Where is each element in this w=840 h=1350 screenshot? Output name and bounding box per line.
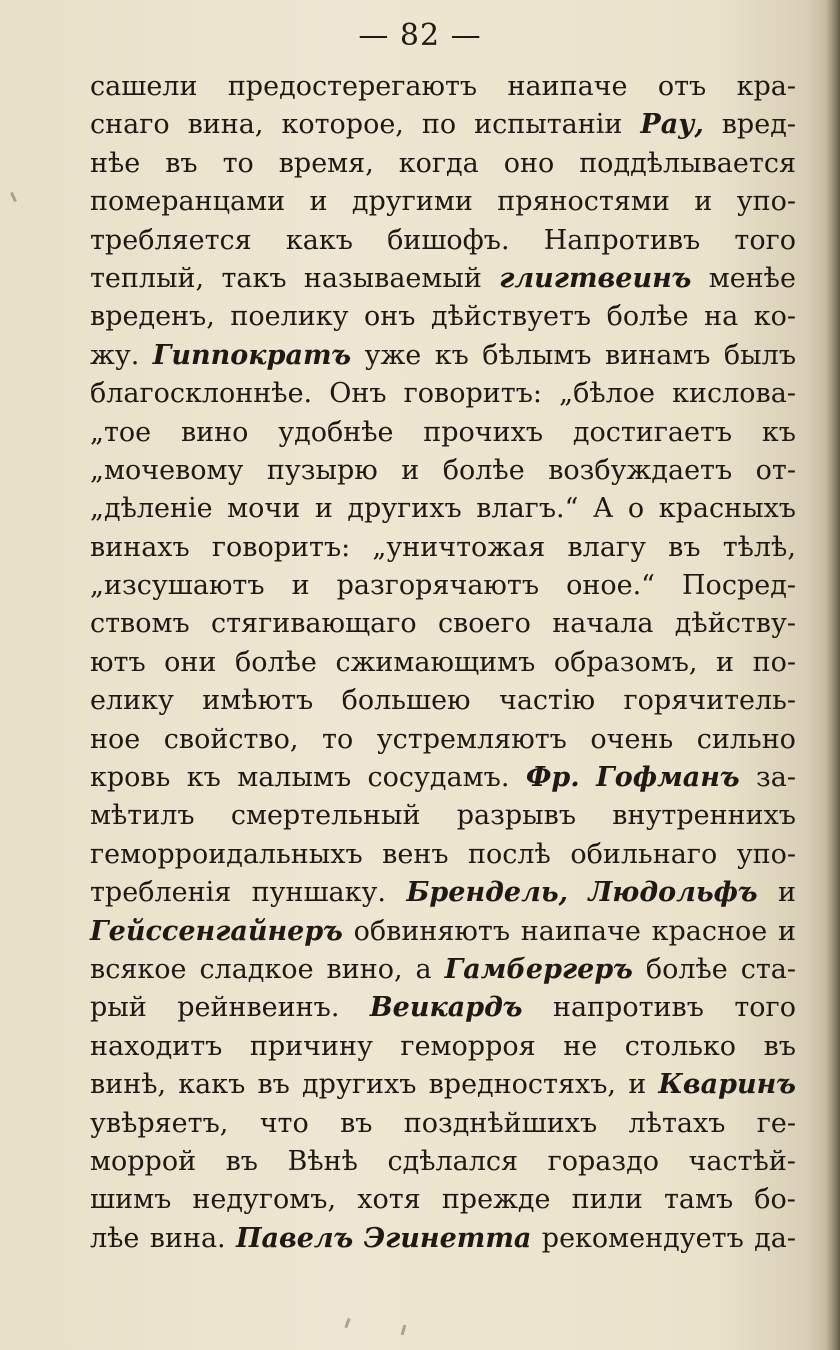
word: вина, — [187, 109, 264, 141]
text-line — [90, 106, 796, 144]
word: уже — [364, 339, 422, 371]
word: обвиняютъ — [353, 915, 511, 947]
word: то — [222, 147, 254, 179]
word: дѣйству- — [674, 608, 796, 640]
word: по- — [752, 646, 796, 678]
text-line — [90, 567, 796, 605]
word: время, — [278, 147, 374, 179]
word: къ — [186, 762, 221, 794]
word: болѣе — [645, 953, 728, 985]
word: да- — [754, 1222, 796, 1254]
word: своего — [437, 608, 531, 640]
word: и — [694, 186, 713, 218]
word: и — [777, 915, 796, 947]
word: упо- — [736, 838, 796, 870]
word: въ — [165, 147, 198, 179]
word: упо- — [736, 186, 796, 218]
text-line — [90, 605, 796, 643]
word: хотя — [357, 1184, 421, 1216]
word: находитъ — [90, 1030, 223, 1062]
text-line — [90, 951, 796, 989]
word: болѣе — [442, 454, 525, 486]
word: пряностями — [497, 186, 670, 218]
word: напротивъ — [552, 992, 704, 1024]
word: другими — [351, 186, 473, 218]
word: прочихъ — [423, 416, 544, 448]
word: „мочевому — [90, 454, 244, 486]
word: и — [778, 877, 796, 909]
word: и — [309, 186, 328, 218]
word: стягивающаго — [211, 608, 417, 640]
word: рейнвеинъ. — [177, 992, 340, 1024]
word: того — [734, 992, 796, 1024]
word: рекомендуетъ — [541, 1222, 744, 1254]
word: кровь — [90, 762, 171, 794]
word: частію — [498, 685, 596, 717]
word: бѣлымъ — [482, 339, 592, 371]
text-line — [90, 337, 796, 375]
word: рый — [90, 992, 147, 1024]
word: былъ — [723, 339, 796, 371]
word: онъ — [364, 301, 416, 333]
word: „бѣлое — [559, 378, 656, 410]
word: разрывъ — [456, 800, 577, 832]
word: позднѣйшихъ — [403, 1107, 598, 1139]
text-line — [90, 298, 796, 336]
word: начала — [552, 608, 654, 640]
text-line — [90, 797, 796, 835]
word: теплый, — [90, 262, 205, 294]
text-line — [90, 1028, 796, 1066]
word: влагу — [567, 531, 646, 563]
word: ге- — [756, 1107, 796, 1139]
text-line — [90, 874, 796, 912]
text-line — [90, 68, 796, 106]
word: и — [291, 570, 310, 602]
word: ное — [90, 723, 141, 755]
word: нѣе — [90, 147, 141, 179]
word: мѣтилъ — [90, 800, 195, 832]
word: Онъ — [329, 378, 387, 410]
word: столько — [624, 1030, 737, 1062]
word: испытаніи — [474, 109, 623, 141]
word: большею — [341, 685, 471, 717]
text-line — [90, 145, 796, 183]
italic-name: Эгинетта — [363, 1222, 532, 1254]
word: въ — [668, 531, 701, 563]
text-line — [90, 222, 796, 260]
word: болѣе — [234, 646, 317, 678]
word: шимъ — [90, 1184, 172, 1216]
word: всякое — [90, 953, 187, 985]
word: вреденъ, — [90, 301, 215, 333]
word: и — [401, 454, 420, 486]
text-line — [90, 1066, 796, 1104]
italic-name: Веикардъ — [369, 992, 523, 1024]
word: дѣйствуетъ — [430, 301, 592, 333]
page-number-header: — 82 — — [358, 18, 482, 53]
italic-name: глигтвеинъ — [499, 262, 692, 294]
text-line — [90, 452, 796, 490]
word: елику — [90, 685, 174, 717]
word: возбуждаетъ — [548, 454, 733, 486]
word: „изсушаютъ — [90, 570, 265, 602]
word: отъ — [657, 71, 707, 102]
word: тамъ — [663, 1184, 734, 1216]
word: какъ — [285, 224, 353, 256]
word: причину — [249, 1030, 373, 1062]
word: называемый — [303, 262, 482, 294]
word: сильно — [696, 723, 796, 755]
word: ко- — [753, 301, 796, 333]
word: и — [716, 646, 735, 678]
word: свойство, — [163, 723, 299, 755]
word: такъ — [221, 262, 287, 294]
word: и — [628, 1069, 647, 1101]
word: удобнѣе — [278, 416, 394, 448]
text-line — [90, 1143, 796, 1181]
word: наипаче — [520, 915, 641, 947]
word: тѣлѣ, — [722, 531, 796, 563]
text-line — [90, 721, 796, 759]
word: сашели — [90, 71, 198, 102]
word: пузырю — [266, 454, 378, 486]
word: малымъ — [237, 762, 352, 794]
word: устремляютъ — [376, 723, 567, 755]
word: вредностяхъ, — [428, 1069, 616, 1101]
word: кислова- — [672, 378, 796, 410]
italic-name: Гиппократъ — [152, 339, 352, 371]
word: мочи — [227, 493, 301, 525]
word: разгорячаютъ — [336, 570, 540, 602]
word: требленія — [90, 877, 232, 909]
word: образомъ, — [553, 646, 698, 678]
word: какъ — [178, 1069, 246, 1101]
word: „дѣленіе — [90, 493, 213, 525]
word: вина. — [149, 1222, 226, 1254]
word: от- — [755, 454, 796, 486]
word: бишофъ. — [387, 224, 510, 256]
word: винѣ, — [90, 1069, 167, 1101]
word: а — [415, 953, 432, 985]
text-line — [90, 414, 796, 452]
italic-name: Гамбергеръ — [444, 953, 633, 985]
word: ствомъ — [90, 608, 190, 640]
word: ста- — [740, 953, 796, 985]
word: „тое — [90, 416, 152, 448]
text-line — [90, 260, 796, 298]
word: лѣтахъ — [628, 1107, 726, 1139]
text-line — [90, 490, 796, 528]
word: по — [421, 109, 457, 141]
word: недугомъ, — [192, 1184, 337, 1216]
word: достигаетъ — [572, 416, 733, 448]
word: прежде — [441, 1184, 551, 1216]
word: предостерегаютъ — [227, 71, 478, 102]
word: влагъ.“ — [476, 493, 579, 525]
word: вино, — [326, 953, 403, 985]
word: когда — [398, 147, 479, 179]
word: смертельный — [230, 800, 421, 832]
word: они — [164, 646, 217, 678]
italic-name: Кваринъ — [658, 1069, 796, 1101]
word: обильнаго — [570, 838, 718, 870]
text-line — [90, 1220, 796, 1258]
italic-name: Фр. — [525, 762, 580, 794]
word: сладкое — [199, 953, 314, 985]
word: въ — [763, 1030, 796, 1062]
word: геморроя — [400, 1030, 536, 1062]
italic-name: Гейссенгайнеръ — [90, 915, 343, 947]
text-line — [90, 989, 796, 1027]
italic-name: Гофманъ — [596, 762, 740, 794]
word: говоритъ: — [403, 378, 543, 410]
word: въ — [257, 1069, 290, 1101]
word: не — [563, 1030, 598, 1062]
word: за- — [756, 762, 796, 794]
word: въ — [340, 1107, 373, 1139]
word: винамъ — [605, 339, 711, 371]
word: Напротивъ — [543, 224, 701, 256]
word: сжимающимъ — [335, 646, 536, 678]
word: вино — [180, 416, 249, 448]
text-line — [90, 759, 796, 797]
word: поддѣлывается — [579, 147, 796, 179]
word: имѣютъ — [202, 685, 314, 717]
text-line — [90, 644, 796, 682]
italic-name: Павелъ — [235, 1222, 354, 1254]
word: горячитель- — [623, 685, 796, 717]
word: другихъ — [347, 493, 462, 525]
word: жу. — [90, 339, 140, 371]
word: снаго — [90, 109, 170, 141]
word: „уничтожая — [372, 531, 546, 563]
text-line — [90, 183, 796, 221]
word: геморроидальныхъ — [90, 838, 363, 870]
word: поелику — [230, 301, 349, 333]
word: къ — [434, 339, 469, 371]
word: пили — [571, 1184, 643, 1216]
word: наипаче — [507, 71, 628, 102]
word: что — [259, 1107, 309, 1139]
word: на — [704, 301, 739, 333]
word: моррой — [90, 1145, 197, 1177]
word: послѣ — [468, 838, 551, 870]
italic-name: Людольфъ — [588, 877, 758, 909]
word: того — [734, 224, 796, 256]
word: болѣе — [606, 301, 689, 333]
word: оно — [503, 147, 555, 179]
body-text — [90, 68, 796, 1258]
word: ютъ — [90, 646, 146, 678]
word: частѣй- — [688, 1145, 796, 1177]
word: сосудамъ. — [367, 762, 510, 794]
text-line — [90, 836, 796, 874]
word: Вѣнѣ — [287, 1145, 358, 1177]
text-line — [90, 682, 796, 720]
page-edge-shadow — [826, 0, 840, 1350]
word: въ — [225, 1145, 258, 1177]
text-line — [90, 375, 796, 413]
word: то — [322, 723, 354, 755]
word: пуншаку. — [251, 877, 386, 909]
word: о — [627, 493, 645, 525]
word: требляется — [90, 224, 252, 256]
word: красныхъ — [658, 493, 796, 525]
word: гораздо — [547, 1145, 659, 1177]
word: другихъ — [302, 1069, 417, 1101]
text-line — [90, 529, 796, 567]
word: сдѣлался — [387, 1145, 519, 1177]
word: внутреннихъ — [612, 800, 796, 832]
word: которое, — [281, 109, 404, 141]
text-line — [90, 913, 796, 951]
word: винахъ — [90, 531, 190, 563]
word: красное — [651, 915, 768, 947]
word: Посред- — [682, 570, 796, 602]
word: кра- — [736, 71, 796, 102]
word: венъ — [382, 838, 449, 870]
word: очень — [590, 723, 674, 755]
word: къ — [761, 416, 796, 448]
word: менѣе — [708, 262, 796, 294]
word: говоритъ: — [211, 531, 351, 563]
word: вред- — [721, 109, 796, 141]
word: померанцами — [90, 186, 286, 218]
italic-name: Брендель, — [406, 877, 569, 909]
text-line — [90, 1181, 796, 1219]
word: лѣе — [90, 1222, 140, 1254]
word: оное.“ — [566, 570, 655, 602]
word: увѣряетъ, — [90, 1107, 229, 1139]
text-line — [90, 1105, 796, 1143]
word: А — [592, 493, 614, 525]
italic-name: Рау, — [640, 109, 704, 141]
word: бо- — [754, 1184, 796, 1216]
word: и — [314, 493, 333, 525]
word: благосклоннѣе. — [90, 378, 313, 410]
